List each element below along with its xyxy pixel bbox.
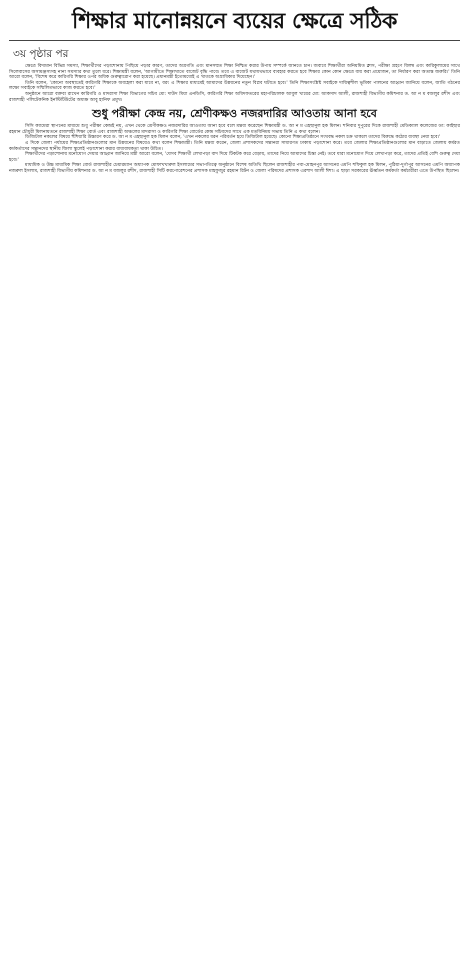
- subheading: শুধু পরীক্ষা কেন্দ্র নয়, শ্রেণীকক্ষও নজরদারির আওতায় আনা হবে: [92, 107, 377, 121]
- article-paragraph: অনুষ্ঠানে আরো বক্তব্য রাখেন কারিগরি ও মাদরাসা শিক্ষা বিভাগের সচিব মো: দাউদ মিয়া এনডিসি, কারিগরি শিক্ষা অধিদফতরের মহাপরিচালক আবুল খায়ের মো: আকসাদ আলী, রাজশাহী বিভাগীয় কমিশনার ড. আ ন ম বজলুর রশীদ এবং রাজশাহী পলিটেকনিক ইনস্টিটিউটের অধ্যক্ষ আবু হানিফ প্রমুখ।: [9, 91, 460, 103]
- article-paragraph: সিসি ক্যামেরা স্থাপনের মাধ্যমে শুধু পরীক্ষা কেন্দ্রই নয়, এখন থেকে শ্রেণীকক্ষও নজরদারির আওতায় আনা হবে বলে মন্তব্য করেছেন শিক্ষামন্ত্রী ড. আ ন ম এহছানুল হক মিলন। শনিবার দুপুরের দিকে রাজশাহী মেডিক্যাল কলেজের ডা: কাইছার রহমান চৌধুরী মিলনায়তনে রাজশাহী শিক্ষা বোর্ড এবং রাজশাহী অঞ্চলের মাদরাসা ও কারিগরি শিক্ষা বোর্ডের কেন্দ্র সচিবদের সাথে এক মতবিনিময় সভায় তিনি এ কথা বলেন।: [9, 124, 460, 135]
- article-paragraph: মাধ্যমিক ও উচ্চ মাধ্যমিক শিক্ষা বোর্ড রাজশাহীর চেয়ারম্যান অধ্যাপক মোফাখখারুল ইসলামের সভাপতিত্বে অনুষ্ঠানে বিশেষ অতিথি ছিলেন রাজশাহীর পবা-মোহনপুর আসনের এমপি শফিকুল হক মিলন, পুঠিয়া-দুর্গাপুর আসনের এমপি অধ্যাপক নজরুল ইসলাম, রাজশাহী বিভাগীয় কমিশনার ড. আ ন ম বজলুর রশীদ, রাজশাহী সিটি করপোরেশনের প্রশাসক মাহফুজুর রহমান রিটন ও জেলা পরিষদের প্রশাসক এরশাদ আলী ঈশা। এ ছাড়া সরকারের ঊর্ধ্বতন কর্মকর্তা কর্মচারীরা এতে উপস্থিত ছিলেন।: [9, 163, 460, 174]
- article-paragraph: এ দিকে জেলা পর্যায়ের শিক্ষাপ্রতিষ্ঠানগুলোর মান উন্নয়নের বিষয়েও কথা বলেন শিক্ষামন্ত্রী। তিনি মন্তব্য করেন, জেলা প্রশাসকদের সন্তানরা সাধারণত ঢাকায় পড়াশোনা করে। তবে জেলার শিক্ষাপ্রতিষ্ঠানগুলোর মান বাড়াতে জেলায় কর্মরত কর্মকর্তাদের সন্তানদের স্থানীয় জিলা স্কুলেই পড়াশোনা করার বাধ্যবাধকতা থাকা উচিত।: [9, 140, 460, 152]
- continued-from-note: ৩য় পৃষ্ঠার পর: [13, 48, 69, 60]
- article-paragraph: তিনি বলেন, 'কোনো অবস্থাতেই কারিগরি শিক্ষাকে অবহেলা করা যাবে না, বরং এ শিক্ষার মাধ্যমেই আমাদের উন্নয়নের নতুন বিপ্লব ঘটাতে হবে।' তিনি শিক্ষাসংশ্লিষ্ট সবাইকে দায়িত্বশীল ভূমিকা পালনের আহ্বান জানিয়ে বলেন, জাতি গঠনের লক্ষ্যে সবাইকে সম্মিলিতভাবে কাজ করতে হবে।': [9, 80, 460, 92]
- article-paragraph: ক্ষেত্রে বিদ্যমান বিভিন্ন সমস্যা, শিক্ষার্থীদের পড়াশোনায় পিছিয়ে পড়ার কারণ, তাদের অগ্রগতি এবং মানসম্মত শিক্ষা নিশ্চিত করার উপায় সম্পর্কে জানতে চান। জবাবে শিক্ষার্থীরা অনিয়মিত ক্লাস, পরীক্ষা গ্রহণে বিলম্ব এবং কারিকুলামের সাথে সিলেবাসের অসামঞ্জস্যসহ নানা সমস্যার কথা তুলে ধরে। শিক্ষামন্ত্রী বলেন, 'আগামীতে শিক্ষাখাতে বাজেট বৃদ্ধি পাবে। তবে এ বাজেট যথাযথভাবে ব্যবহার করতে হবে শিক্ষার কোন কোন ক্ষেত্রে ব্যয় করা প্রয়োজন, তা নির্ধারণ করা অত্যন্ত জরুরি।' তিনি আরো বলেন, 'বিশেষ করে কারিগরি শিক্ষার ওপর অধিক গুরুত্বারোপ করা হয়েছে। প্রধানমন্ত্রী ইতোমধ্যেই এ খাতকে অগ্রাধিকার দিয়েছেন।': [9, 64, 460, 81]
- article-paragraph: শিক্ষার্থীদের পড়াশোনায় মনোযোগ দেয়ার আহ্বান জানিয়ে মন্ত্রী আরো বলেন, 'যেসব শিক্ষার্থী লেখাপড়া বাদ দিয়ে টিকটক করে বেড়ায়, তাদের নিয়ে আমাদের চিন্তা নেই। তবে যারা মনোযোগ দিয়ে লেখাপড়া করে, তাদের প্রতিই বেশি গুরুত্ব দেয়া হবে।': [9, 152, 460, 163]
- headline: শিক্ষার মানোন্নয়নে ব্যয়ের ক্ষেত্রে সঠিক: [9, 8, 460, 41]
- article-paragraph: ডিজিটাল নকলের বিষয়ে হুঁশিয়ারি উচ্চারণ করে ড. আ ন ম এহছানুল হক মিলন বলেন, 'এখন নকলের ধরন পরিবর্তন হয়ে ডিজিটাল হয়েছে। কোনো শিক্ষাপ্রতিষ্ঠানে সংঘবদ্ধ নকল চক্র থাকলে তাদের বিরুদ্ধে কঠোর ব্যবস্থা নেয়া হবে।': [25, 135, 441, 141]
